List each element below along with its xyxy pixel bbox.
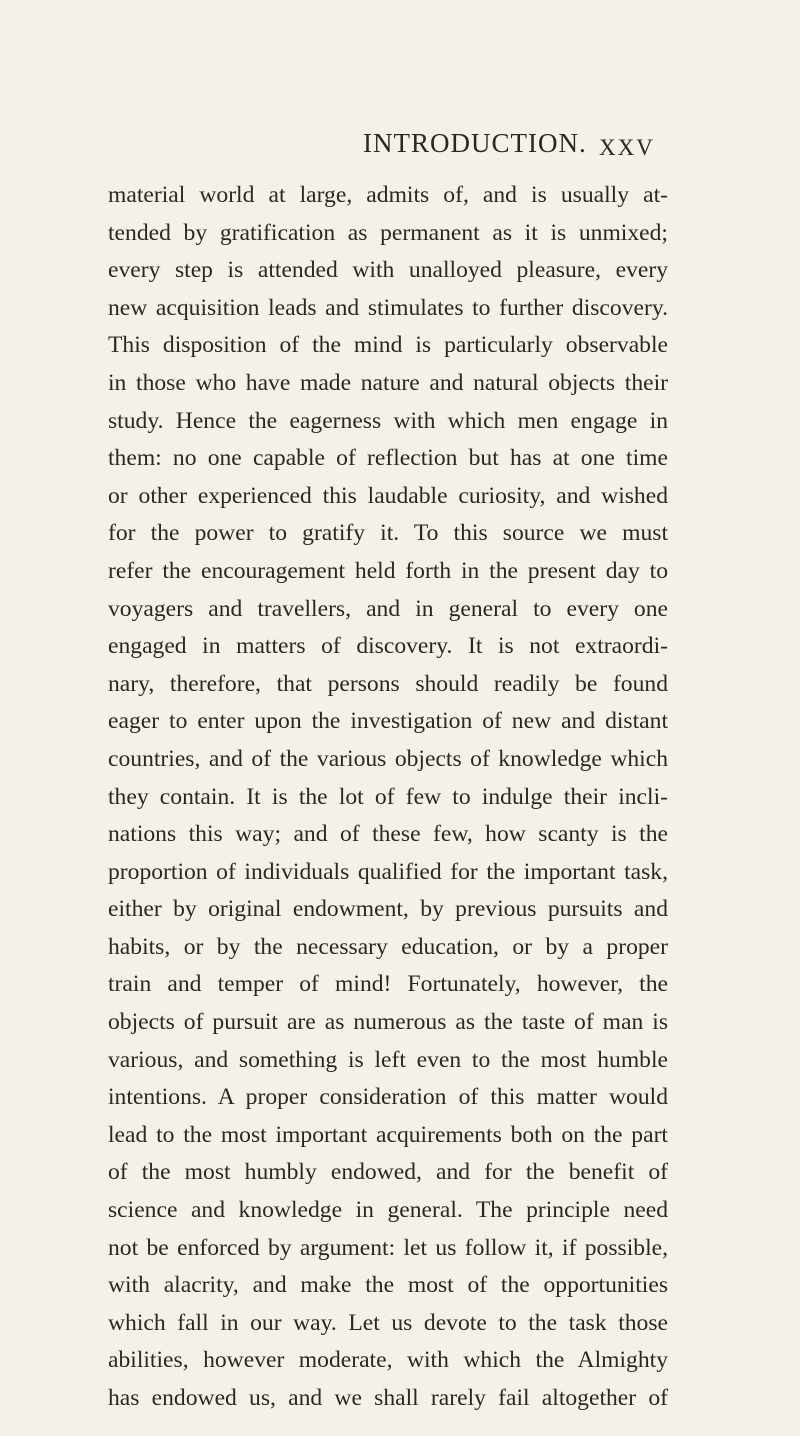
text-line: every step is attended with unalloyed pleasure, every (108, 257, 668, 284)
text-line: eager to enter upon the investigation of new and distant (108, 708, 668, 735)
text-line: new acquisition leads and stimulates to further discovery. (108, 294, 668, 321)
text-line: they contain. It is the lot of few to indulge their incli- (108, 783, 668, 810)
page-number: XXV (599, 135, 655, 160)
text-line: or other experienced this laudable curiosity, and wished (108, 482, 668, 509)
text-line: proportion of individuals qualified for the important task, (108, 858, 668, 885)
text-line: in those who have made nature and natural objects their (108, 369, 668, 396)
text-line: refer the encouragement held forth in the present day to (108, 557, 668, 584)
text-line: This disposition of the mind is particularly observable (108, 332, 668, 359)
text-line: objects of pursuit are as numerous as the taste of man is (108, 1009, 668, 1036)
text-line: nary, therefore, that persons should readily be found (108, 670, 668, 697)
text-line: has endowed us, and we shall rarely fail altogether of (108, 1385, 668, 1411)
running-head: INTRODUCTION. (363, 128, 587, 158)
text-line: science and knowledge in general. The principle need (108, 1197, 668, 1224)
text-line: study. Hence the eagerness with which men engage in (108, 407, 668, 434)
text-line: lead to the most important acquirements both on the part (108, 1121, 668, 1148)
text-line: nations this way; and of these few, how scanty is the (108, 821, 668, 848)
text-line: them: no one capable of reflection but has at one time (108, 445, 668, 472)
text-line: voyagers and travellers, and in general to every one (108, 595, 668, 622)
text-line: for the power to gratify it. To this source we must (108, 520, 668, 547)
text-line: not be enforced by argument: let us follow it, if possible, (108, 1234, 668, 1261)
body-text (108, 177, 668, 1418)
text-line: abilities, however moderate, with which the Almighty (108, 1347, 668, 1374)
text-line: train and temper of mind! Fortunately, however, the (108, 971, 668, 998)
text-line: with alacrity, and make the most of the opportunities (108, 1272, 668, 1299)
text-line: intentions. A proper consideration of this matter would (108, 1084, 668, 1111)
text-line: habits, or by the necessary education, or by a proper (108, 933, 668, 960)
text-line: tended by gratification as permanent as it is unmixed; (108, 219, 668, 246)
text-line: of the most humbly endowed, and for the benefit of (108, 1159, 668, 1186)
text-line: material world at large, admits of, and is usually at- (108, 182, 668, 208)
text-line: engaged in matters of discovery. It is not extraordi- (108, 633, 668, 660)
text-line: countries, and of the various objects of knowledge which (108, 745, 668, 772)
text-line: either by original endowment, by previous pursuits and (108, 896, 668, 923)
text-line: which fall in our way. Let us devote to the task those (108, 1309, 668, 1336)
text-line: various, and something is left even to the most humble (108, 1046, 668, 1073)
